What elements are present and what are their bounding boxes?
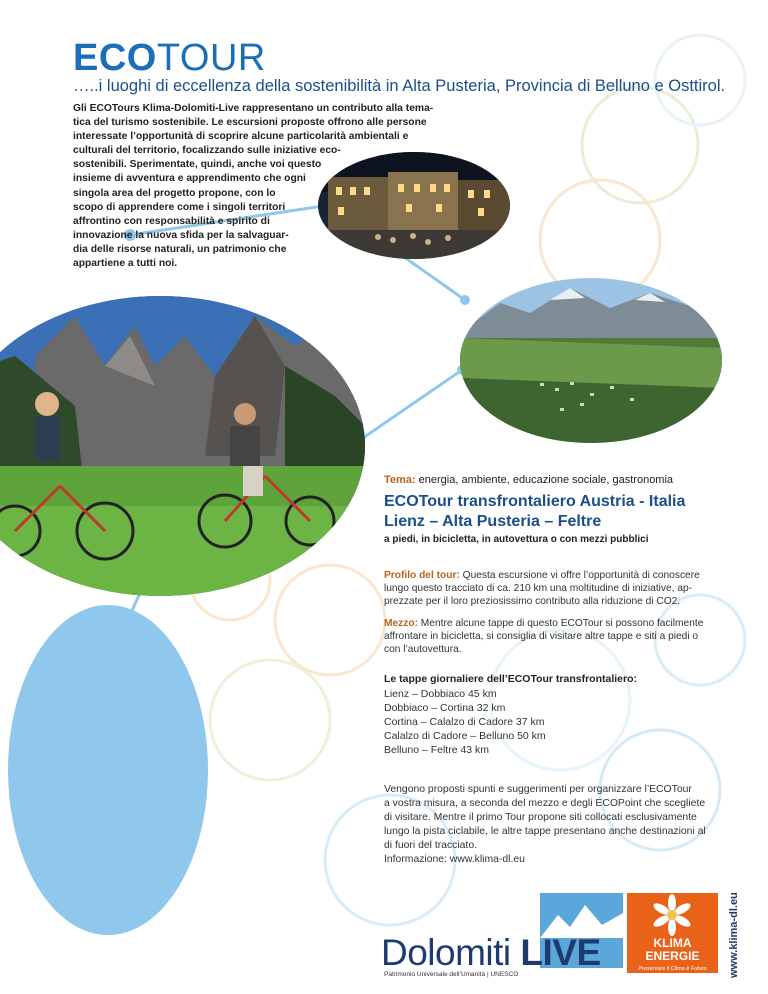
list-item: Belluno – Feltre 43 km	[384, 744, 490, 756]
alpine-valley-photo	[460, 278, 722, 443]
list-item: Lienz – Dobbiaco 45 km	[384, 688, 497, 700]
website-url[interactable]: www.klima-dl.eu	[728, 892, 740, 978]
page-title: ECOTOUR	[73, 37, 266, 79]
list-item: Calalzo di Cadore – Belluno 50 km	[384, 730, 546, 742]
tour-profile-paragraph: Profilo del tour: Questa escursione vi offre l’opportunità di conoscere lungo questo tracciato di ca. 210 km una moltitudine di iniziative, ap- prezzate per il loro preziosissimo contributo alla riduzione di CO2.	[384, 570, 700, 608]
stages-heading: Le tappe giornaliere dell’ECOTour transfrontaliero:	[384, 673, 638, 685]
unesco-caption: Patrimonio Universale dell’Umanità | UNESCO	[384, 971, 519, 978]
intro-paragraph: Gli ECOTours Klima-Dolomiti-Live rappresentano un contributo alla tema- tica del turismo sostenibile. Le escursioni proposte offrono alle persone interessate l’opportunità di scoprire alcune particolarità ambientali e culturali del territorio, focalizzando sulle iniziative eco- sostenibili. Sperimentate, quindi, anche voi questo insieme di avventura e apprendimento che ogni singola area del progetto propone, con lo scopo di apprendere come i singoli territori affrontino con responsabilità e spirito di innovazione la nuova sfida per la salvaguar- dia delle risorse naturali, un patrimonio che appartiene a tutti noi.	[73, 103, 434, 270]
closing-paragraph: Vengono proposti spunti e suggerimenti per organizzare l’ECOTour a vostra misura, a seconda del mezzo e degli ECOPoint che scegliete di visitare. Mentre il primo Tour propone siti collocati esclusivamente lungo la pista ciclabile, le altre tappe presentano anche destinazioni al di fuori del tracciato. Informazione: www.klima-dl.eu	[384, 784, 706, 865]
stages-list	[384, 687, 546, 757]
means-paragraph: Mezzo: Mentre alcune tappe di questo ECOTour si possono facilmente affrontare in bicicletta, si consiglia di visitare altre tappe e siti a piedi o con l’autovettura.	[384, 618, 704, 656]
blue-bubble-shape	[8, 605, 208, 935]
klima-slogan: Preservare il Clima è Futuro	[638, 966, 707, 972]
list-item: Dobbiaco – Cortina 32 km	[384, 702, 506, 714]
page-subtitle: …..i luoghi di eccellenza della sostenibilità in Alta Pusteria, Provincia di Belluno e Osttirol.	[73, 77, 726, 95]
dolomiti-live-logo: Dolomiti LIVE	[381, 932, 601, 973]
list-item: Cortina – Calalzo di Cadore 37 km	[384, 716, 545, 728]
tour-title: ECOTour transfrontaliero Austria - Italia Lienz – Alta Pusteria – Feltre	[384, 493, 686, 530]
theme-line: Tema: energia, ambiente, educazione sociale, gastronomia	[384, 474, 674, 486]
klima-energie-wordmark: KLIMA ENERGIE	[645, 936, 700, 963]
town-square-photo	[318, 152, 510, 259]
info-link[interactable]: Informazione: www.klima-dl.eu	[384, 854, 525, 865]
tour-subtitle: a piedi, in bicicletta, in autovettura o con mezzi pubblici	[384, 534, 649, 545]
edelweiss-icon	[627, 893, 718, 937]
